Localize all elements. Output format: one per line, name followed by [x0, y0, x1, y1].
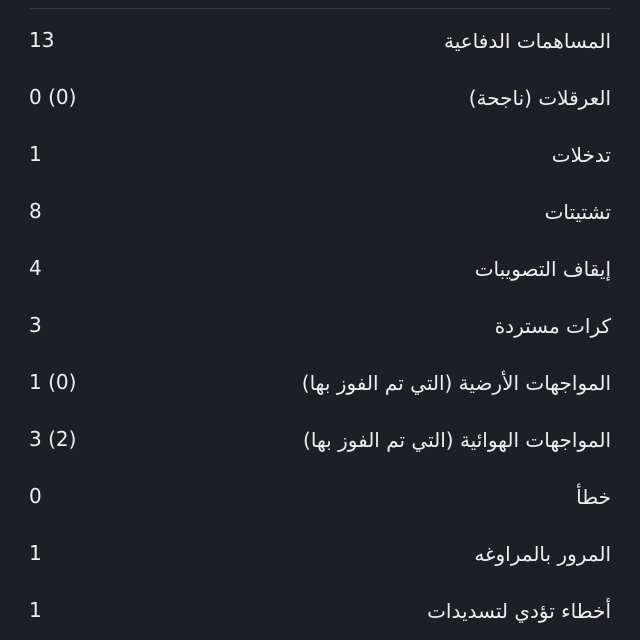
stat-label: إيقاف التصويبات	[474, 257, 611, 281]
stat-label: العرقلات (ناجحة)	[468, 86, 611, 110]
stat-value: 13	[29, 28, 55, 52]
stat-label: المرور بالمراوغه	[474, 542, 611, 566]
stat-row-ground-duels	[0, 352, 640, 409]
stat-row-shots-blocked	[0, 238, 640, 295]
stat-value: 1	[29, 598, 42, 622]
stat-row-fouls	[0, 466, 640, 523]
stat-label: أخطاء تؤدي لتسديدات	[427, 599, 611, 623]
stat-value: 1	[29, 142, 42, 166]
stat-row-aerial-duels	[0, 409, 640, 466]
stat-row-tackles	[0, 67, 640, 124]
stat-row-interceptions	[0, 124, 640, 181]
stat-label: المواجهات الهوائية (التي تم الفوز بها)	[303, 428, 611, 452]
stat-value: 8	[29, 199, 42, 223]
stat-value: 3	[29, 313, 42, 337]
stat-label: خطأ	[576, 485, 611, 509]
stat-value: 0	[29, 484, 42, 508]
stat-value: 4	[29, 256, 42, 280]
stat-value: 1	[29, 541, 42, 565]
stat-label: المساهمات الدفاعية	[443, 29, 611, 53]
stat-label: كرات مستردة	[494, 314, 611, 338]
stat-label: المواجهات الأرضية (التي تم الفوز بها)	[301, 371, 611, 395]
stat-row-errors-leading-to-shot	[0, 580, 640, 637]
stat-row-defensive-contributions	[0, 10, 640, 67]
stat-value: 0 (0)	[29, 85, 77, 109]
stat-row-dribbled-past	[0, 523, 640, 580]
stat-value: 3 (2)	[29, 427, 77, 451]
stat-value: 1 (0)	[29, 370, 77, 394]
stat-row-clearances	[0, 181, 640, 238]
stat-label: تدخلات	[551, 143, 611, 167]
stat-row-recoveries	[0, 295, 640, 352]
stat-label: تشتيتات	[544, 200, 611, 224]
top-divider	[30, 8, 610, 9]
stats-list	[0, 10, 640, 637]
